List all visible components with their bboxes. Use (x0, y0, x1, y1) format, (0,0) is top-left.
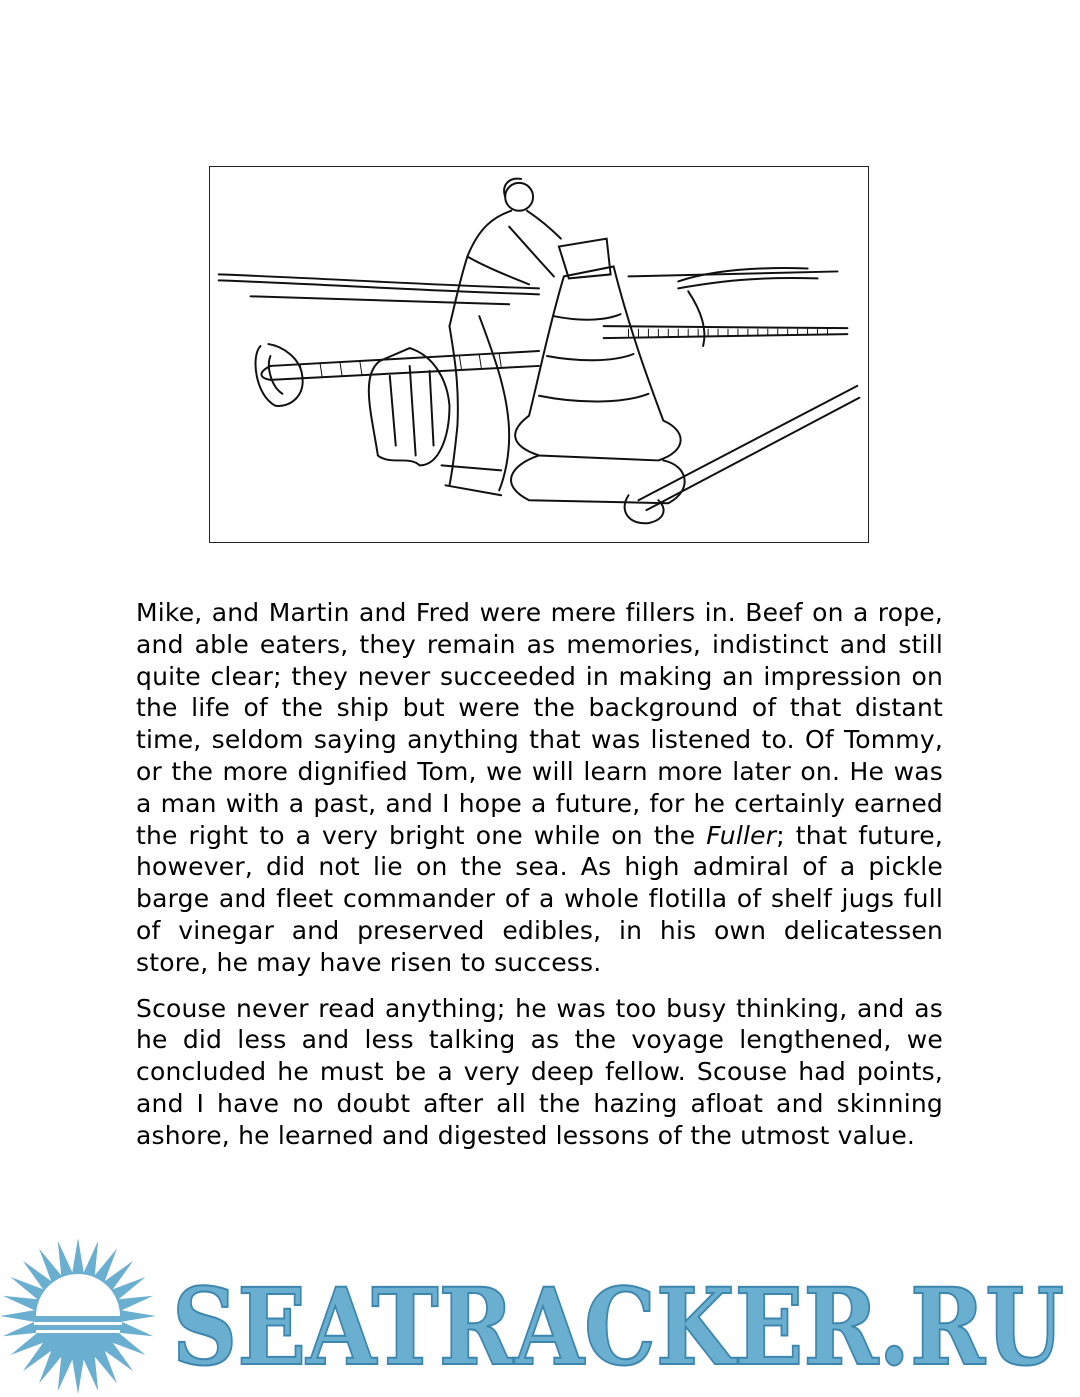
watermark-logo (0, 1236, 1080, 1397)
sailor-at-capstan-icon (210, 167, 868, 542)
paragraph-1-part-1: Mike, and Martin and Fred were mere fillers in. Beef on a rope, and able eaters, they remain as memories, indistinct and still quite clear; they never succeeded in making an impression on the life of the ship but were the background of that distant time, seldom saying anything that was listened to. Of Tommy, or the more dignified Tom, we will learn more later on. He was a man with a past, and I hope a future, for he certainly earned the right to a very bright one while on the (136, 598, 943, 850)
paragraph-1-part-2: ; that future, however, did not lie on the sea. As high admiral of a pickle barge and fleet commander of a whole flotilla of shelf jugs full of vinegar and preserved edibles, in his own delicatessen store, he may have risen to success. (136, 820, 943, 977)
body-text (136, 597, 943, 1166)
watermark-text: SEATRACKER.RU (172, 1264, 1064, 1389)
sailor-illustration (209, 166, 869, 543)
sun-burst-icon (0, 1238, 156, 1394)
ship-name-italic: Fuller (706, 820, 777, 850)
paragraph-2: Scouse never read anything; he was too busy thinking, and as he did less and less talking as the voyage lengthened, we concluded he must be a very deep fellow. Scouse had points, and I have no doubt after all the hazing afloat and skinning ashore, he learned and digested lessons of the utmost value. (136, 993, 943, 1150)
paragraph-1 (136, 597, 943, 979)
